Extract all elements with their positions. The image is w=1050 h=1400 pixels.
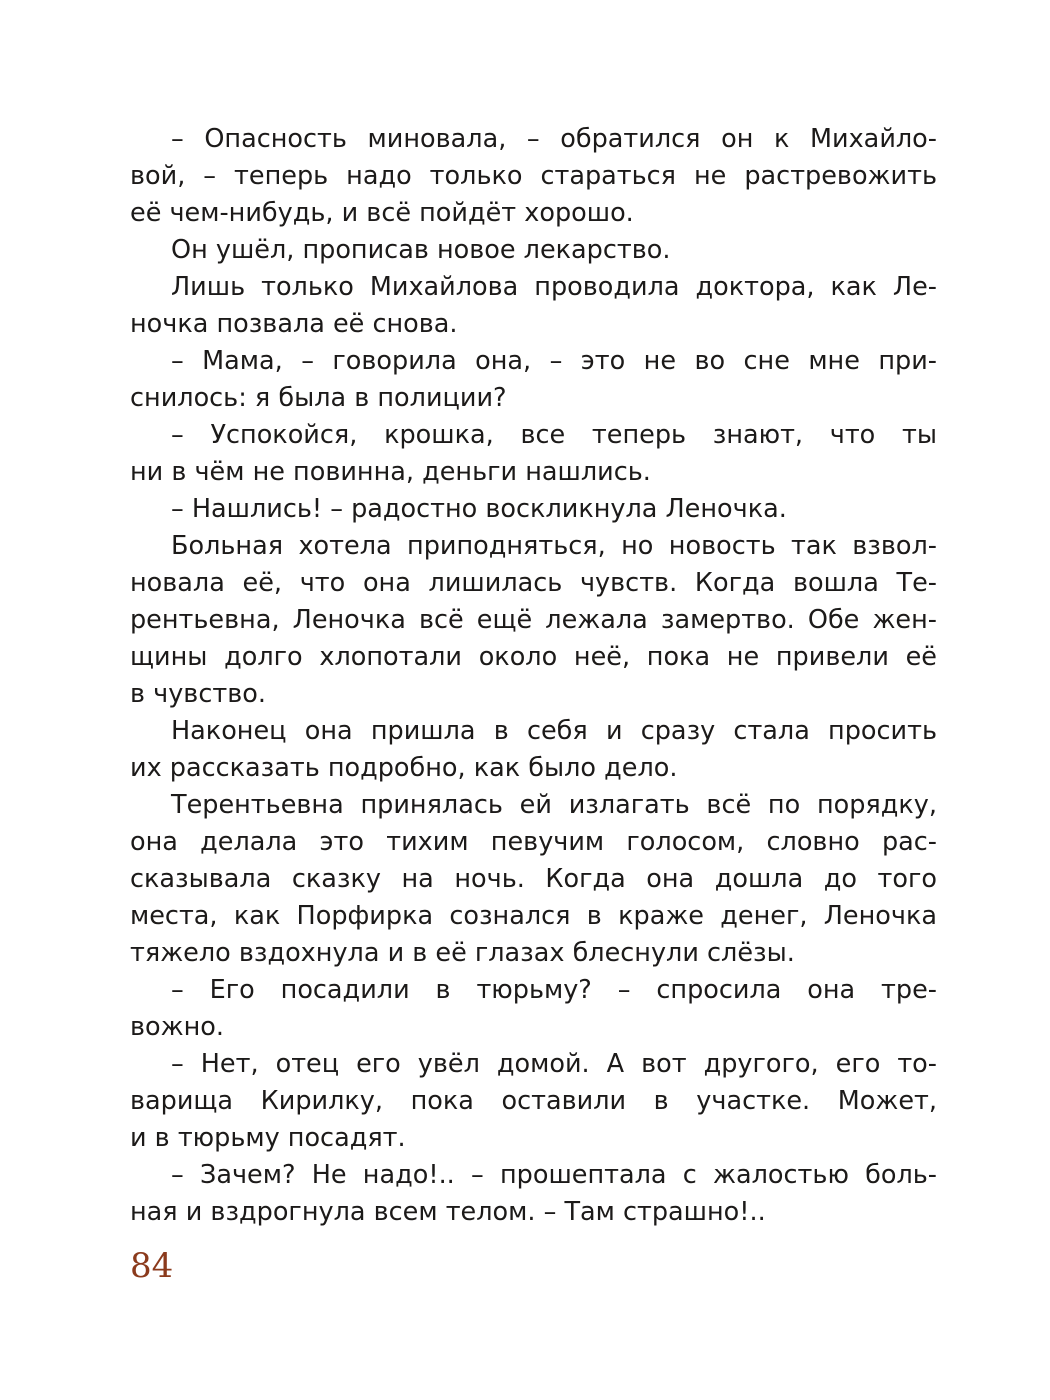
text-line: тяжело вздохнула и в её глазах блеснули слёзы. [130, 938, 795, 968]
text-line: Он ушёл, прописав новое лекарство. [171, 235, 671, 265]
text-line: – Зачем? Не надо!.. – прошептала с жалостью боль- [171, 1160, 937, 1190]
text-line: – Мама, – говорила она, – это не во сне мне при- [171, 346, 937, 376]
text-line: она делала это тихим певучим голосом, словно рас- [130, 827, 937, 857]
text-line: места, как Порфирка сознался в краже денег, Леночка [130, 901, 937, 931]
text-line: и в тюрьму посадят. [130, 1123, 406, 1153]
page-number: 84 [130, 1246, 174, 1286]
text-line: снилось: я была в полиции? [130, 383, 507, 413]
text-line: Наконец она пришла в себя и сразу стала просить [171, 716, 937, 746]
text-line: варища Кирилку, пока оставили в участке. Может, [130, 1086, 937, 1116]
text-line: сказывала сказку на ночь. Когда она дошла до того [130, 864, 937, 894]
text-line: их рассказать подробно, как было дело. [130, 753, 678, 783]
text-line: – Нашлись! – радостно воскликнула Леночка. [171, 494, 787, 524]
text-line: – Нет, отец его увёл домой. А вот другого, его то- [171, 1049, 937, 1079]
text-line: вожно. [130, 1012, 224, 1042]
text-line: её чем-нибудь, и всё пойдёт хорошо. [130, 198, 634, 228]
text-line: в чувство. [130, 679, 266, 709]
text-line: – Его посадили в тюрьму? – спросила она тре- [171, 975, 937, 1005]
text-line: новала её, что она лишилась чувств. Когда вошла Те- [130, 568, 937, 598]
text-line: щины долго хлопотали около неё, пока не привели её [130, 642, 937, 672]
text-line: вой, – теперь надо только стараться не растревожить [130, 161, 937, 191]
page-text [130, 121, 937, 1231]
text-line: рентьевна, Леночка всё ещё лежала замертво. Обе жен- [130, 605, 937, 635]
text-line: Лишь только Михайлова проводила доктора, как Ле- [171, 272, 937, 302]
text-line: Больная хотела приподняться, но новость так взвол- [171, 531, 937, 561]
text-line: ни в чём не повинна, деньги нашлись. [130, 457, 651, 487]
text-line: ная и вздрогнула всем телом. – Там страшно!.. [130, 1197, 766, 1227]
text-line: ночка позвала её снова. [130, 309, 458, 339]
text-line: Терентьевна принялась ей излагать всё по порядку, [171, 790, 937, 820]
text-line: – Успокойся, крошка, все теперь знают, что ты [171, 420, 937, 450]
text-line: – Опасность миновала, – обратился он к Михайло- [171, 124, 937, 154]
